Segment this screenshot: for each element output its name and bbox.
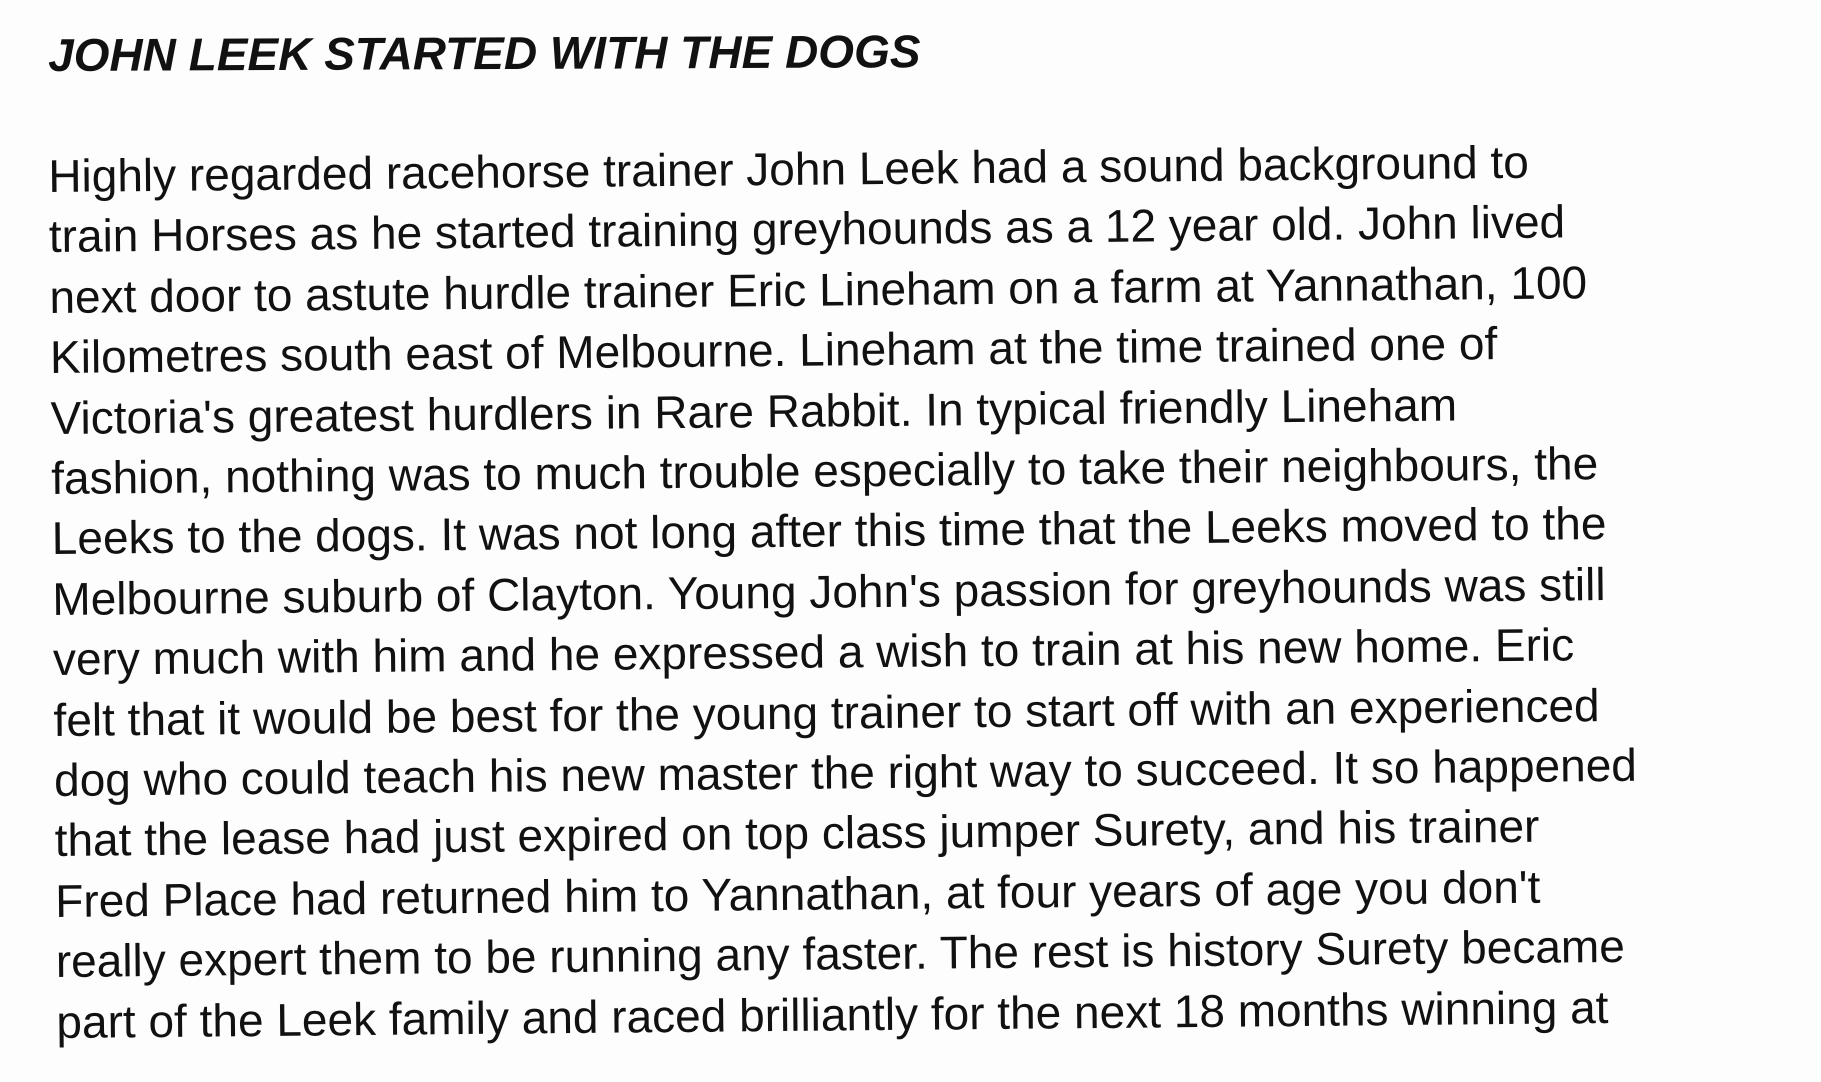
article-title: JOHN LEEK STARTED WITH THE DOGS [48,25,921,81]
article-line: Fred Place had returned him to Yannathan, at four years of age you don't [54,860,1541,927]
article-line: Victoria's greatest hurdlers in Rare Rabbit. In typical friendly Lineham [50,378,1458,444]
article-line: very much with him and he expressed a wish to train at his new home. Eric [52,618,1575,686]
article-line: Leeks to the dogs. It was not long after this time that the Leeks moved to the [51,497,1607,565]
article-line: that the lease had just expired on top class jumper Surety, and his trainer [54,800,1540,867]
article-line: Highly regarded racehorse trainer John Leek had a sound background to [48,135,1530,202]
article-line: felt that it would be best for the young trainer to start off with an experienced [53,678,1600,746]
article-line: Kilometres south east of Melbourne. Lineham at the time trained one of [49,317,1498,384]
article-line: fashion, nothing was to much trouble especially to take their neighbours, the [50,437,1599,505]
article-line: Melbourne suburb of Clayton. Young John's passion for greyhounds was still [52,557,1606,625]
article-line: train Horses as he started training greyhounds as a 12 year old. John lived [48,195,1566,263]
article-line: part of the Leek family and raced brilliantly for the next 18 months winning at [56,980,1609,1048]
article-line: dog who could teach his new master the right way to succeed. It so happened [53,738,1638,807]
article-line: next door to astute hurdle trainer Eric Lineham on a farm at Yannathan, 100 [49,256,1588,323]
article-line: really expert them to be running any faster. The rest is history Surety became [55,920,1626,988]
article-body [48,129,1817,1052]
